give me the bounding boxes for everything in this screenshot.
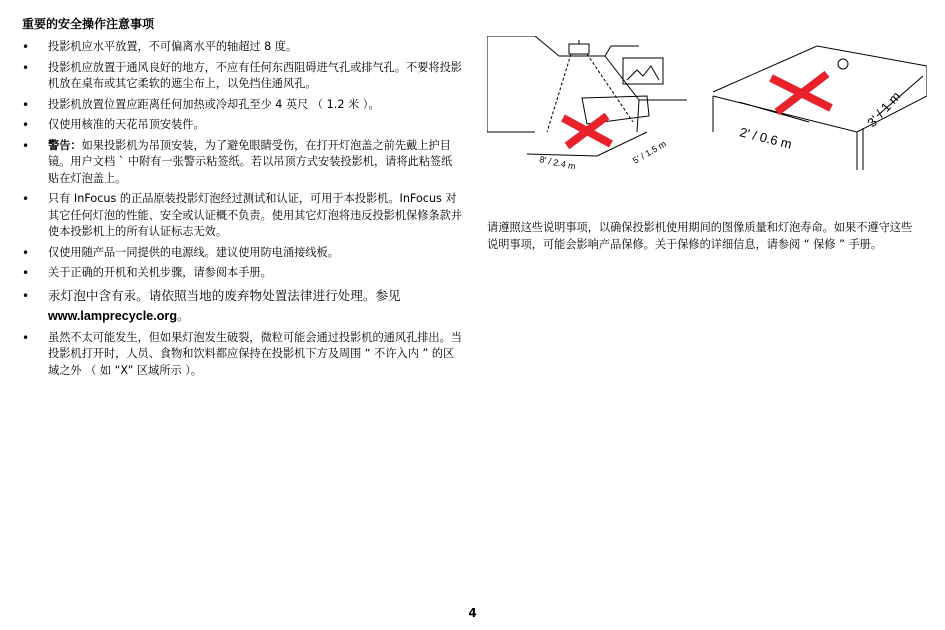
- wall-corner-line: [605, 56, 639, 100]
- ceiling-depth-label: 8' / 2.4 m: [538, 154, 577, 172]
- bullet-icon: •: [22, 288, 30, 303]
- bullet-icon: •: [22, 97, 30, 112]
- no-zone-x-table: [771, 74, 831, 112]
- bullet-text: 投影机放置位置应距离任何加热或冷却孔至少 4 英尺 （ 1.2 米 ）。: [48, 97, 380, 111]
- safety-section: [22, 16, 462, 383]
- list-item: [22, 286, 462, 326]
- list-item: [22, 191, 462, 241]
- list-item: [22, 39, 462, 56]
- bullet-text: 如果投影机为吊顶安装，为了避免眼睛受伤，在打开灯泡盖之前先戴上护目镜。用户文档 ` 中附有一张警示粘签纸。若以吊顶方式安装投影机，请将此粘签纸贴在灯泡盖上。: [48, 138, 453, 185]
- ceiling-right-edge: [605, 46, 611, 56]
- bullet-icon: •: [22, 245, 30, 260]
- ceiling-corner: [535, 36, 559, 56]
- bullet-icon: •: [22, 138, 30, 153]
- ceiling-projector: [569, 44, 589, 54]
- bullet-text: 仅使用随产品一同提供的电源线。建议使用防电涌接线板。: [48, 245, 339, 259]
- bullet-icon: •: [22, 330, 30, 345]
- projection-screen: [623, 58, 663, 84]
- bullet-icon: •: [22, 266, 30, 280]
- table-dimension-line: [739, 102, 809, 122]
- list-item: [22, 117, 462, 134]
- table-top: [713, 46, 927, 132]
- bullet-suffix: 。: [177, 307, 190, 323]
- screen-image: [627, 66, 659, 80]
- list-item: [22, 60, 462, 93]
- bullet-text: 汞灯泡中含有汞。请依照当地的废弃物处置法律进行处理。参见: [48, 287, 401, 303]
- bullet-text: 投影机应水平放置，不可偏离水平的轴超过 8 度。: [48, 40, 298, 53]
- bullet-text: 只有 InFocus 的正品原装投影灯泡经过测试和认证，可用于本投影机。InFocus 对其它任何灯泡的性能、安全或认证概不负责。使用其它灯泡将违反投影机保修条款并使本投影机上的所有认证标志无效。: [48, 192, 462, 238]
- bullet-icon: •: [22, 60, 30, 75]
- bullet-text: 投影机应放置于通风良好的地方，不应有任何东西阻碍进气孔或排气孔。不要将投影机放在桌布或其它柔软的遮尘布上，以免挡住通风孔。: [48, 60, 462, 90]
- corner-floor-line: [637, 100, 639, 132]
- table-width-label: 2' / 0.6 m: [738, 124, 794, 152]
- table-depth-label: 3' / 1 m: [864, 88, 904, 131]
- bullet-icon: •: [22, 40, 30, 54]
- warning-label: 警告：: [48, 138, 82, 152]
- list-item: [22, 265, 462, 282]
- list-item: [22, 245, 462, 262]
- bullet-icon: •: [22, 118, 30, 132]
- projector-lens: [838, 59, 848, 69]
- no-zone-right-line: [587, 54, 633, 122]
- list-item: [22, 138, 462, 188]
- bullet-text: 关于正确的开机和关机步骤，请参阅本手册。: [48, 266, 272, 279]
- list-item: [22, 330, 462, 380]
- lamprecycle-link[interactable]: www.lamprecycle.org: [48, 308, 178, 323]
- bullet-text: 仅使用核准的天花吊顶安装件。: [48, 118, 205, 131]
- section-title: 重要的安全操作注意事项: [22, 17, 155, 31]
- safety-list: [22, 39, 462, 379]
- right-paragraph: 请遵照这些说明事项，以确保投影机使用期间的图像质量和灯泡寿命。如果不遵守这些说明事项，可能会影响产品保修。关于保修的详细信息，请参阅 “ 保修 ” 手册。: [487, 221, 913, 251]
- projector-placement-illustration: [487, 36, 927, 172]
- bullet-icon: •: [22, 192, 30, 206]
- no-zone-x-ceiling: [563, 116, 611, 146]
- list-item: [22, 97, 462, 114]
- bullet-text: 虽然不太可能发生，但如果灯泡发生破裂，微粒可能会通过投影机的通风孔排出。当投影机打开时，人员、食物和饮料都应保持在投影机下方及周围 “ 不许入内 ” 的区域之外 （ 如 “X” 区域所示 ）。: [48, 330, 462, 377]
- page-number: 4: [468, 606, 477, 620]
- ceiling-width-label: 5' / 1.5 m: [631, 138, 668, 166]
